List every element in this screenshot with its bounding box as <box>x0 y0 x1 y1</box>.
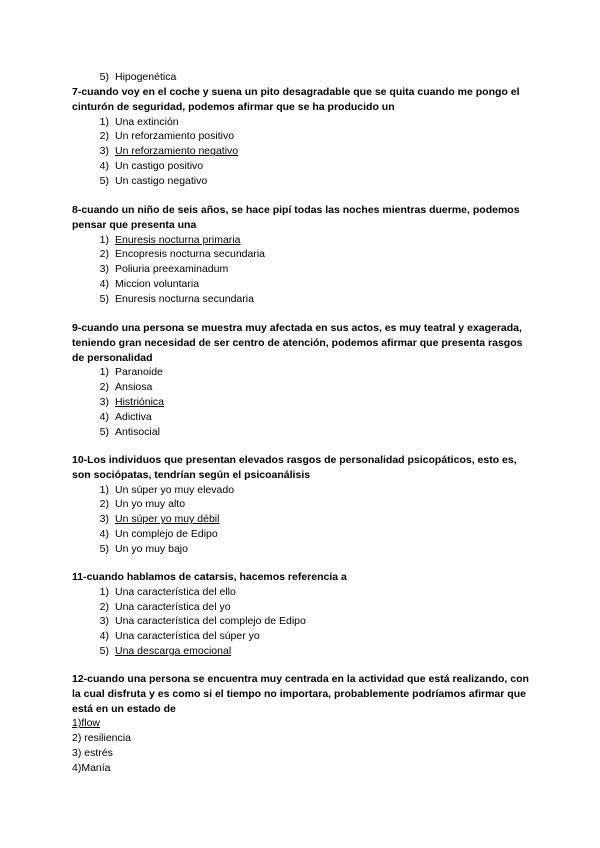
option-text-underlined: Enuresis nocturna primaria <box>115 233 241 246</box>
option-number: 4) <box>99 527 109 540</box>
option <box>72 174 532 189</box>
option-text: Un castigo positivo <box>115 159 204 172</box>
option <box>72 380 532 395</box>
option-text: Encopresis nocturna secundaria <box>115 248 266 261</box>
option <box>72 129 532 144</box>
question-title: 7-cuando voy en el coche y suena un pito desagradable que se quita cuando me pongo el cinturón de seguridad, podemos afirmar que se ha producido un <box>72 86 520 113</box>
question-12 <box>72 672 532 776</box>
option-text: Adictiva <box>115 410 152 423</box>
option <box>72 292 532 307</box>
option-text: Paranoide <box>115 366 163 379</box>
option-correct <box>72 512 532 527</box>
option-text: Un yo muy bajo <box>115 542 188 555</box>
option-number: 3) <box>99 615 109 628</box>
option-number: 1) <box>99 115 109 128</box>
option <box>72 410 532 425</box>
question-10 <box>72 453 532 557</box>
option-number: 4) <box>99 630 109 643</box>
option-correct <box>72 233 532 248</box>
option-number: 5) <box>99 425 109 438</box>
option-number: 3) <box>99 395 109 408</box>
option-correct: 1)flow <box>72 717 101 730</box>
question-title: 9-cuando una persona se muestra muy afectada en sus actos, es muy teatral y exagerada, teniendo gran necesidad de ser centro de atención, podemos afirmar que presenta rasgos de personalidad <box>72 322 523 364</box>
option <box>72 542 532 557</box>
option <box>72 70 532 85</box>
option-text: Hipogenética <box>115 71 177 83</box>
option: 4)Manía <box>72 761 111 774</box>
option-number: 2) <box>99 381 109 394</box>
option <box>72 629 532 644</box>
option-text: Un súper yo muy elevado <box>115 483 235 496</box>
option-text: Poliuria preexaminadum <box>115 263 229 276</box>
option-text: Una característica del complejo de Edipo <box>115 615 306 628</box>
question-6-tail <box>72 70 532 85</box>
option-number: 1) <box>99 366 109 379</box>
option-number: 4) <box>99 410 109 423</box>
option-number: 1) <box>99 483 109 496</box>
option <box>72 159 532 174</box>
option <box>72 585 532 600</box>
option-number: 5) <box>99 542 109 555</box>
question-title: 10-Los individuos que presentan elevados rasgos de personalidad psicopáticos, esto es, son sociópatas, tendrían según el psicoanálisis <box>72 454 517 481</box>
option-text: Una característica del ello <box>115 585 236 598</box>
option-number: 3) <box>99 513 109 526</box>
option-correct <box>72 395 532 410</box>
option <box>72 600 532 615</box>
option-text: Un complejo de Edipo <box>115 527 218 540</box>
option-text: Un reforzamiento positivo <box>115 130 235 143</box>
option-text: Un yo muy alto <box>115 498 186 511</box>
option-text: Una característica del súper yo <box>115 630 260 643</box>
option-text-underlined: Una descarga emocional <box>115 644 232 657</box>
option <box>72 262 532 277</box>
option <box>72 247 532 262</box>
option <box>72 115 532 130</box>
option-text: Antisocial <box>115 425 160 438</box>
option-correct <box>72 644 532 659</box>
option-correct <box>72 144 532 159</box>
option-number: 4) <box>99 159 109 172</box>
question-7 <box>72 85 532 189</box>
option <box>72 365 532 380</box>
option-text: Miccion voluntaria <box>115 277 200 290</box>
option-number: 4) <box>99 277 109 290</box>
option-number: 5) <box>99 71 109 83</box>
question-title: 8-cuando un niño de seis años, se hace pipí todas las noches mientras duerme, podemos pensar que presenta una <box>72 204 520 231</box>
option-text-underlined: Un súper yo muy débil <box>115 513 220 526</box>
option <box>72 483 532 498</box>
option-number: 2) <box>99 130 109 143</box>
option <box>72 497 532 512</box>
option-number: 1) <box>99 585 109 598</box>
question-8 <box>72 203 532 307</box>
question-title: 11-cuando hablamos de catarsis, hacemos referencia a <box>72 571 347 583</box>
option-text: Enuresis nocturna secundaria <box>115 292 254 305</box>
option <box>72 277 532 292</box>
question-11 <box>72 570 532 659</box>
option-number: 2) <box>99 248 109 261</box>
option-text: Una característica del yo <box>115 600 231 613</box>
option <box>72 425 532 440</box>
option <box>72 614 532 629</box>
option-text: Ansiosa <box>115 381 153 394</box>
option: 2) resiliencia <box>72 732 131 745</box>
option-number: 3) <box>99 263 109 276</box>
option-number: 5) <box>99 174 109 187</box>
option-number: 1) <box>99 233 109 246</box>
option-number: 5) <box>99 644 109 657</box>
option-text-underlined: Histriónica <box>115 395 165 408</box>
question-9 <box>72 321 532 439</box>
option-number: 2) <box>99 600 109 613</box>
option <box>72 527 532 542</box>
option-text: Una extinción <box>115 115 179 128</box>
option-number: 2) <box>99 498 109 511</box>
question-title: 12-cuando una persona se encuentra muy centrada en la actividad que está realizando, con la cual disfruta y es como si el tiempo no importara, probablemente podríamos afirmar que está en un estado de <box>72 673 529 715</box>
option-number: 5) <box>99 292 109 305</box>
option-number: 3) <box>99 145 109 158</box>
option-text-underlined: Un reforzamiento negativo <box>115 145 239 158</box>
option-text: Un castigo negativo <box>115 174 208 187</box>
option: 3) estrés <box>72 746 113 759</box>
